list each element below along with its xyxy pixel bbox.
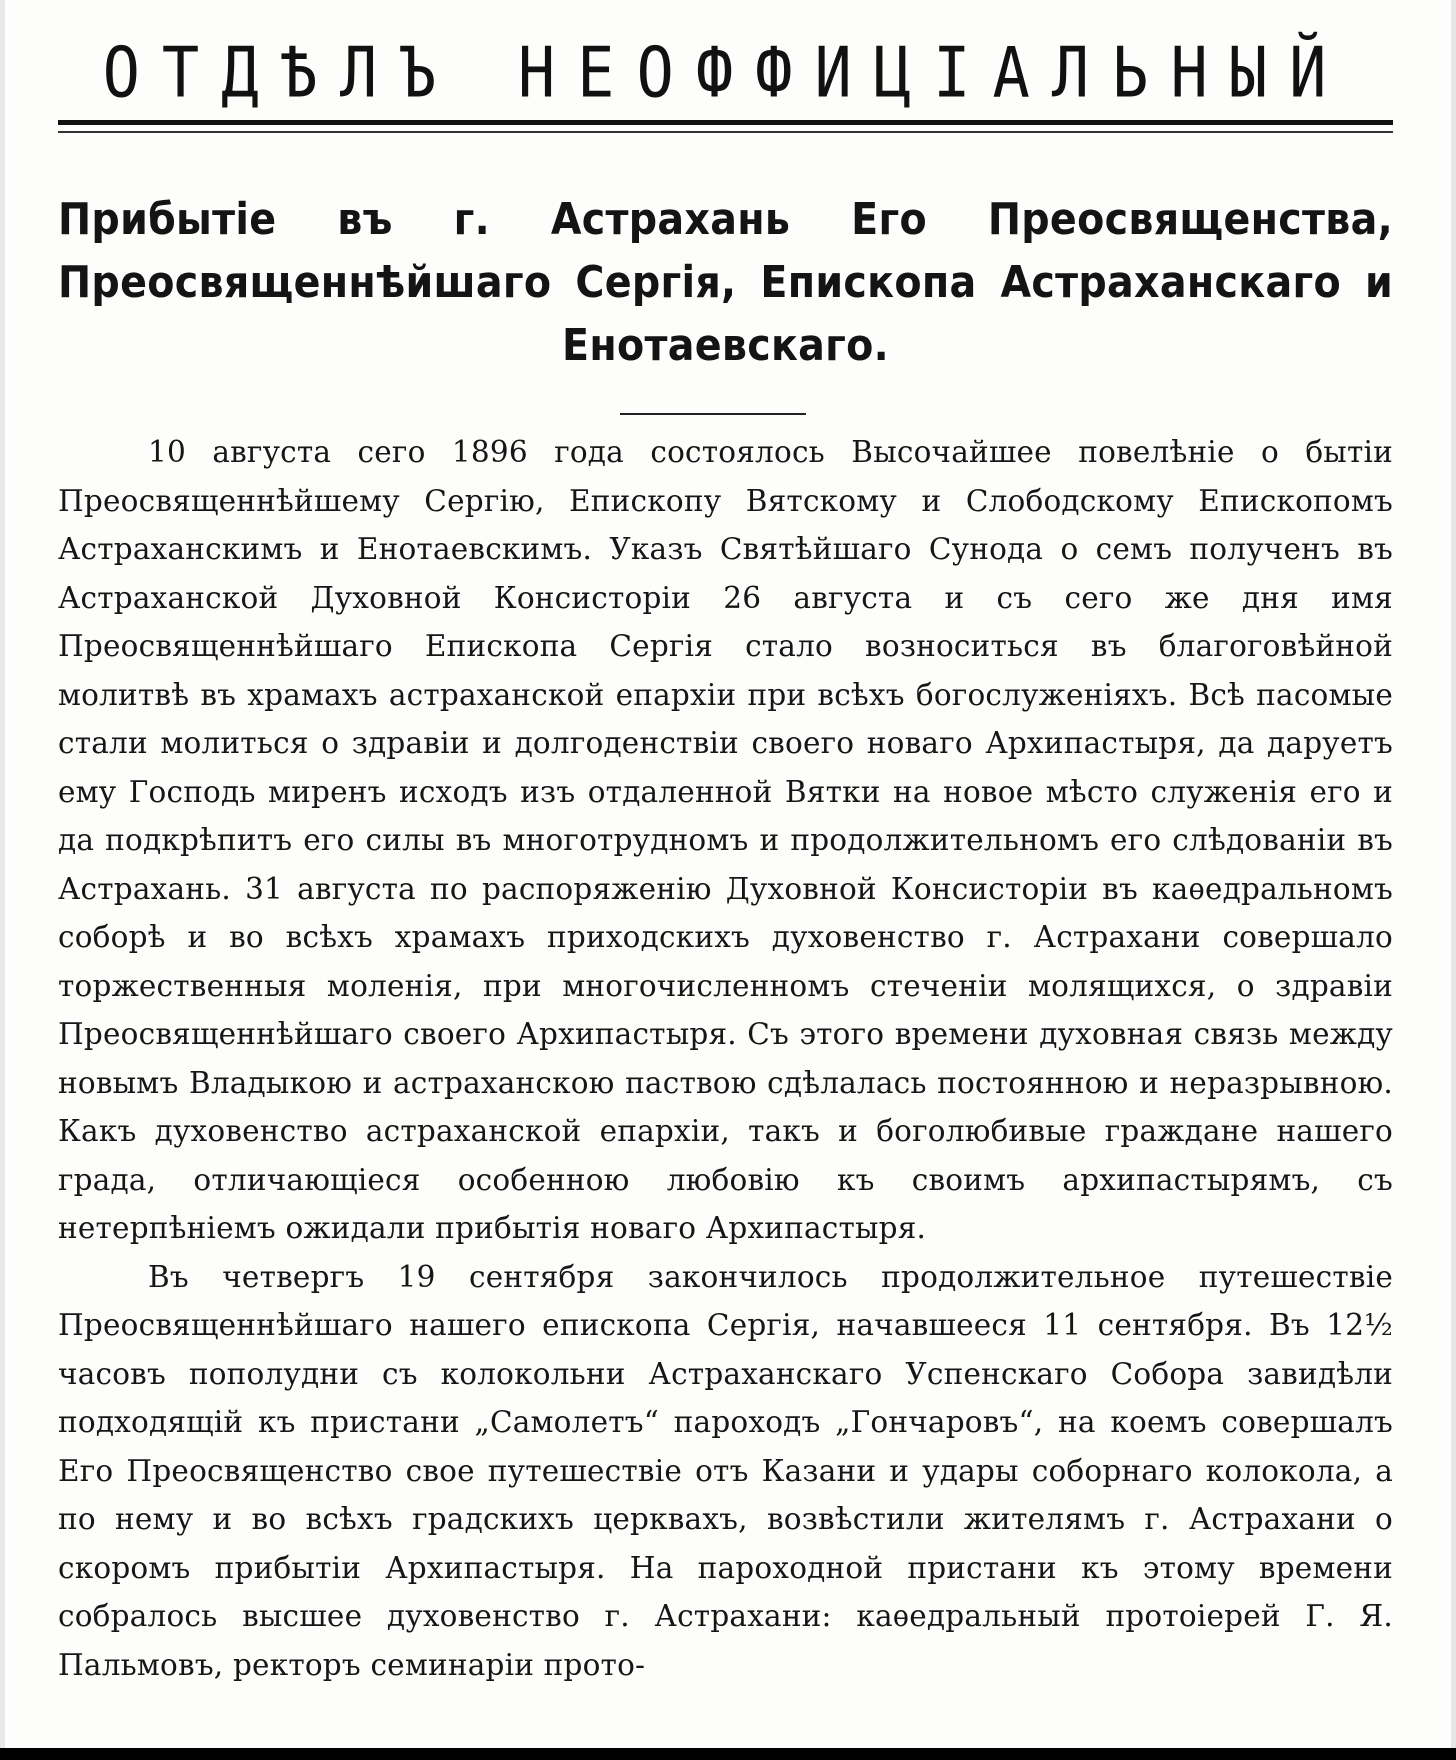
article-paragraph: Въ четвергъ 19 сентября закончилось продолжительное путешествіе Преосвященнѣйшаго нашего епископа Сергія, начавшееся 11 сентября. Въ 12½ часовъ пополудни съ колокольни Астраханскаго Успенскаго Собора завидѣли подходящій къ пристани „Самолетъ“ пароходъ „Гончаровъ“, на коемъ совершалъ Его Преосвященство свое путешествіе отъ Казани и удары соборнаго колокола, а по нему и во всѣхъ градскихъ церквахъ, возвѣстили жителямъ г. Астрахани о скоромъ прибытіи Архипастыря. На пароходной пристани къ этому времени собралось высшее духовенство г. Астрахани: каѳедральный протоіерей Г. Я. Пальмовъ, ректоръ семинаріи прото- xyxy=(58,1259,1393,1682)
article-body xyxy=(58,428,1393,1689)
scan-bottom-edge xyxy=(0,1748,1456,1760)
article-paragraph: 10 августа сего 1896 года состоялось Высочайшее повелѣніе о бытіи Преосвященнѣйшему Сергію, Епископу Вятскому и Слободскому Епископомъ Астраханскимъ и Енотаевскимъ. Указъ Святѣйшаго Сунода о семъ полученъ въ Астраханской Духовной Консисторіи 26 августа и съ сего же дня имя Преосвященнѣйшаго Епископа Сергія стало возноситься въ благоговѣйной молитвѣ въ храмахъ астраханской епархіи при всѣхъ богослуженіяхъ. Всѣ пасомые стали молиться о здравіи и долгоденствіи своего новаго Архипастыря, да даруетъ ему Господь миренъ исходъ изъ отдаленной Вятки на новое мѣсто служенія его и да подкрѣпитъ его силы въ многотрудномъ и продолжительномъ его слѣдованіи въ Астрахань. 31 августа по распоряженію Духовной Консисторіи въ каѳедральномъ соборѣ и во всѣхъ храмахъ приходскихъ духовенство г. Астрахани совершало торжественныя моленія, при многочисленномъ стеченіи молящихся, о здравіи Преосвященнѣйшаго своего Архипастыря. Съ этого времени духовная связь между новымъ Владыкою и астраханскою паствою сдѣлалась постоянною и неразрывною. Какъ духовенство астраханской епархіи, такъ и боголюбивые граждане нашего града, отличающіеся особенною любовію къ своимъ архипастырямъ, съ нетерпѣніемъ ожидали прибытія новаго Архипастыря. xyxy=(58,435,1393,1245)
heading-rule-thick xyxy=(58,120,1393,125)
title-separator-rule xyxy=(620,413,806,415)
scan-edge-left xyxy=(0,0,5,1760)
section-heading: ОТДѢЛЪ НЕОФФИЦІАЛЬНЫЙ xyxy=(102,31,1349,114)
heading-rule-thin xyxy=(58,131,1393,133)
article-title: Прибытіе въ г. Астрахань Его Преосвященства, Преосвященнѣйшаго Сергія, Епископа Астраханскаго и Енотаевскаго. xyxy=(58,194,1393,371)
scan-edge-right xyxy=(1451,0,1456,1760)
